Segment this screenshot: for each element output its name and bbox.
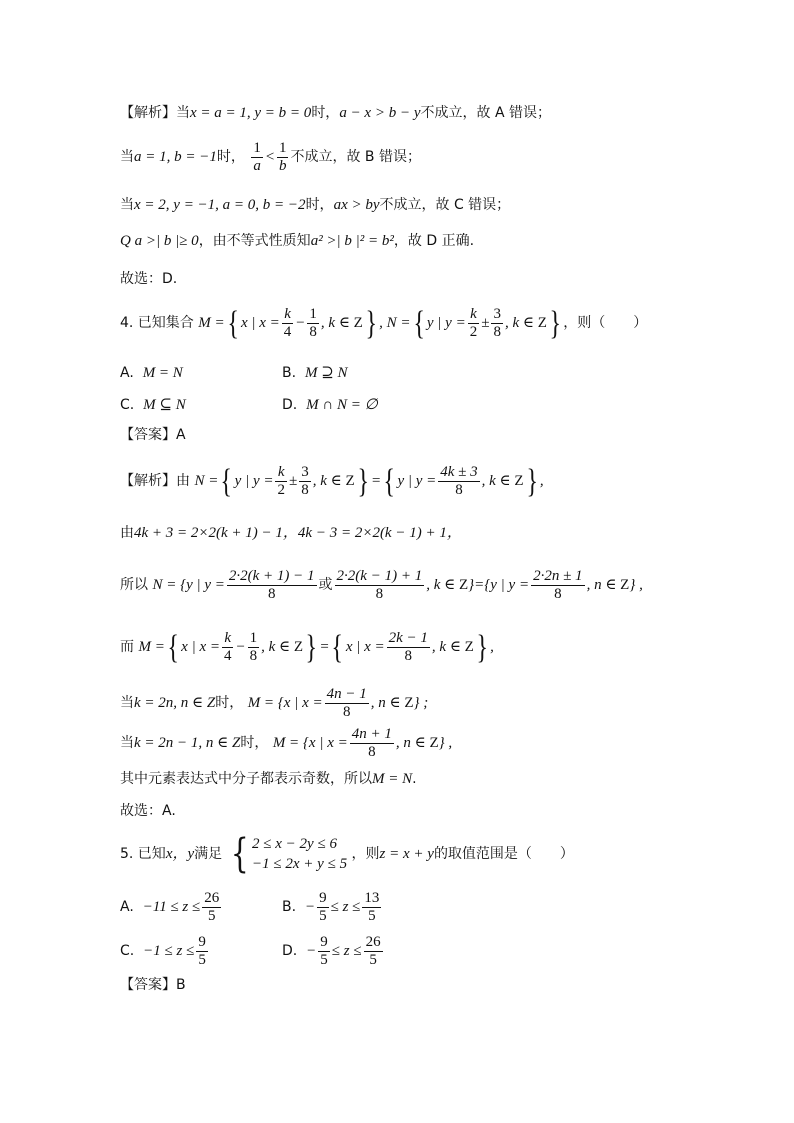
question-4-solution-line-5: 当k = 2n, n ∈ Z时， M = {x | x = $\frac{4n - 1}{8}$ , n ∈ Z} ; [120,686,429,720]
question-5-stem: 5. 已知x，y满足 { 2 ≤ x − 2y ≤ 6 −1 ≤ 2x + y ≤ 5 ，则z = x + y的取值范围是（ ） [120,831,574,877]
solution-line-4: Q a >| b |≥ 0，由不等式性质知a² >| b |² = b²，故 D 正确. [120,233,475,249]
question-4-final: 故选：A. [120,803,176,819]
option-d: D. − $\frac{9}{5}$ ≤ z ≤ $\frac{26}{5}$ [282,934,381,968]
question-4-stem: 4. 已知集合 M ={ x | x = $\frac{k}{4}$ − $\frac{1}{8}$ , k ∈ Z} , N ={ y | y = $\frac{k}{2}$ ± $\frac{3}{8}$ , k ∈ Z} ，则（ ） [120,304,648,342]
solution-line-1: 【解析】当x = a = 1, y = b = 0时，a − x > b − y不成立，故 A 错误； [120,105,551,121]
option-c: C. −1 ≤ z ≤ $\frac{9}{5}$ [120,934,206,968]
question-4-solution-line-4: 而 M ={ x | x = $\frac{k}{4}$ − $\frac{1}{8}$ , k ∈ Z} ={ x | x = $\frac{2k - 1}{8}$ , k ∈ Z} , [120,628,494,666]
option-d: D. M ∩ N = ∅ [282,397,378,413]
question-4-solution-line-7: 其中元素表达式中分子都表示奇数，所以M = N. [120,771,417,787]
question-5-answer: 【答案】B [120,977,186,993]
question-4-solution-line-1: 【解析】由 N ={ y | y = $\frac{k}{2}$ ± $\frac{3}{8}$ , k ∈ Z} ={ y | y = $\frac{4k \pm 3}{8}$ , k ∈ Z} , [120,462,544,500]
solution-answer: 故选：D. [120,271,178,287]
solution-line-3: 当x = 2, y = −1, a = 0, b = −2时，ax > by不成立，故 C 错误； [120,197,511,213]
option-b: B. − $\frac{9}{5}$ ≤ z ≤ $\frac{13}{5}$ [282,890,380,924]
option-a: A. −11 ≤ z ≤ $\frac{26}{5}$ [120,890,220,924]
option-c: C. M ⊆ N [120,397,186,413]
solution-line-2: 当a = 1, b = −1时， $\frac{1}{a}$ < $\frac{1}{b}$ 不成立，故 B 错误； [120,140,421,174]
question-4-solution-line-2: 由4k + 3 = 2×2(k + 1) − 1，4k − 3 = 2×2(k − 1) + 1， [120,525,462,541]
solution-tag: 【解析】 [120,105,176,121]
constraint-system: 2 ≤ x − 2y ≤ 6 −1 ≤ 2x + y ≤ 5 [252,836,348,872]
question-4-solution-line-3: 所以 N = {y | y = $\frac{2\cdot 2(k + 1) - 1}{8}$ 或 $\frac{2\cdot 2(k - 1) + 1}{8}$ , k ∈ Z}={y | y = $\frac{2\cdot 2n \pm 1}{8}$ , n ∈ Z} , [120,568,643,602]
question-4-answer: 【答案】A [120,427,186,443]
option-b: B. M ⊇ N [282,365,348,381]
question-4-solution-line-6: 当k = 2n − 1, n ∈ Z时， M = {x | x = $\frac{4n + 1}{8}$ , n ∈ Z} , [120,726,453,760]
option-a: A. M = N [120,365,183,381]
